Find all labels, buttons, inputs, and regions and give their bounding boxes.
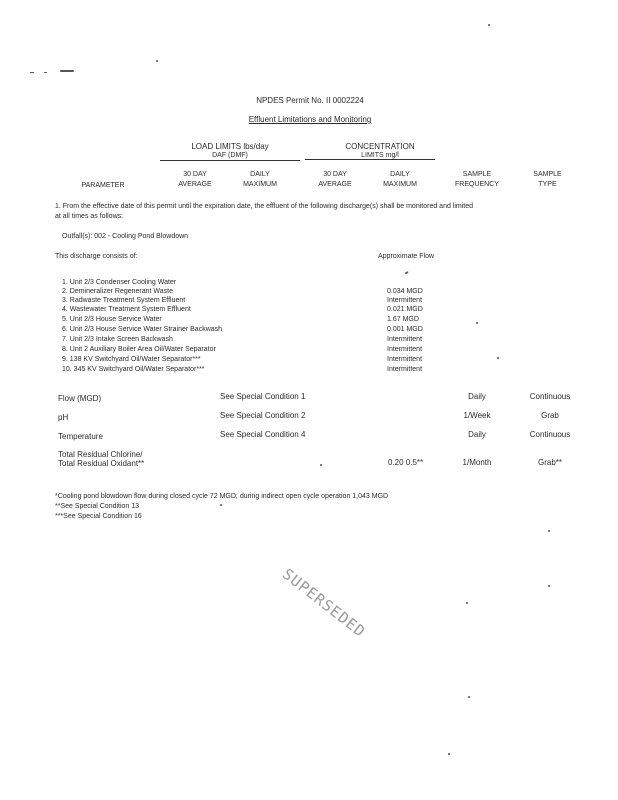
- scan-speck: [156, 60, 158, 62]
- intro-line-1: 1. From the effective date of this permit until the expiration date, the effluent of the following discharge(s) shall be monitored and limited: [55, 203, 474, 210]
- limit-parameter: Temperature: [58, 432, 103, 441]
- scan-speck: [468, 696, 470, 698]
- intro-line-2: at all times as follows:: [55, 213, 124, 220]
- discharge-item: 3. Radwaste Treatment System Effluent: [62, 297, 186, 304]
- concentration-label: CONCENTRATION: [345, 142, 415, 151]
- footnote: *Cooling pond blowdown flow during closed cycle 72 MGD; during indirect open cycle operation 1,043 MGD: [55, 493, 389, 500]
- discharge-item: 10. 345 KV Switchyard Oil/Water Separator***: [62, 366, 205, 373]
- col-conc-avg-2: AVERAGE: [318, 181, 352, 188]
- discharge-item: 9. 138 KV Switchyard Oil/Water Separator***: [62, 356, 201, 363]
- discharge-item-flow: Intermittent: [387, 366, 423, 373]
- discharge-item: 7. Unit 2/3 Intake Screen Backwash: [62, 336, 173, 343]
- limit-frequency: 1/Month: [462, 458, 492, 467]
- col-conc-avg-1: 30 DAY: [323, 171, 347, 178]
- scan-speck: [548, 585, 550, 587]
- section-title: Effluent Limitations and Monitoring: [248, 115, 372, 124]
- col-conc-max-2: MAXIMUM: [383, 181, 417, 188]
- discharge-item-flow: Intermittent: [387, 346, 423, 353]
- discharge-item: 8. Unit 2 Auxiliary Boiler Area Oil/Water Separator: [62, 346, 216, 353]
- limit-condition: See Special Condition 2: [220, 411, 306, 420]
- limit-type: Grab: [541, 411, 559, 420]
- scan-speck: [488, 24, 490, 26]
- concentration-sub: LIMITS mg/l: [361, 152, 399, 159]
- col-parameter: PARAMETER: [81, 182, 125, 189]
- limit-type: Continuous: [529, 392, 571, 401]
- discharge-item: 2. Demineralizer Regenerant Waste: [62, 288, 174, 295]
- scan-speck: [44, 72, 47, 73]
- scan-speck: [30, 72, 34, 73]
- col-frequency-1: SAMPLE: [462, 171, 492, 178]
- limit-type: Continuous: [529, 430, 571, 439]
- limit-condition: See Special Condition 4: [220, 430, 306, 439]
- superseded-stamp: SUPERSEDED: [278, 565, 370, 641]
- col-load-avg-2: AVERAGE: [178, 181, 212, 188]
- col-load-max-1: DAILY: [250, 171, 270, 178]
- col-load-max-2: MAXIMUM: [243, 181, 277, 188]
- scan-speck: [320, 464, 322, 466]
- limit-parameter: Total Residual Oxidant**: [58, 459, 145, 468]
- outfall-line: Outfall(s): 002 - Cooling Pond Blowdown: [62, 233, 189, 240]
- limit-frequency: Daily: [468, 430, 486, 439]
- limit-parameter: pH: [58, 413, 69, 422]
- scan-speck: [476, 322, 478, 324]
- limit-type: Grab**: [537, 458, 562, 467]
- limit-parameter: Flow (MGD): [58, 394, 102, 403]
- discharge-item-flow: Intermittent: [387, 356, 423, 363]
- discharge-item-flow: 0.034 MGD: [387, 288, 423, 295]
- scan-speck: [60, 70, 74, 72]
- scan-speck: [466, 602, 468, 604]
- discharge-item: 6. Unit 2/3 House Service Water Strainer Backwash: [62, 326, 223, 333]
- limit-condition: See Special Condition 1: [220, 392, 306, 401]
- limit-frequency: 1/Week: [463, 411, 491, 420]
- col-type-1: SAMPLE: [533, 171, 562, 178]
- discharge-item-flow: 0.001 MGD: [387, 326, 423, 333]
- col-frequency-2: FREQUENCY: [455, 181, 499, 188]
- scan-speck: [548, 530, 550, 532]
- flow-heading: Approximate Flow: [378, 253, 435, 260]
- scan-speck: [220, 504, 222, 506]
- load-limits-rule: [160, 160, 300, 161]
- permit-title: NPDES Permit No. II 0002224: [256, 96, 364, 105]
- col-type-2: TYPE: [538, 181, 557, 188]
- scan-speck: [448, 753, 450, 755]
- discharge-item: 5. Unit 2/3 House Service Water: [62, 316, 162, 323]
- limit-frequency: Daily: [468, 392, 486, 401]
- limit-conc-max: 0.20 0.5**: [388, 458, 424, 467]
- discharge-item: 1. Unit 2/3 Condenser Cooling Water: [62, 279, 177, 286]
- discharge-heading: This discharge consists of:: [55, 253, 138, 260]
- discharge-item-flow: Intermittent: [387, 336, 423, 343]
- discharge-item: 4. Wastewater Treatment System Effluent: [62, 306, 191, 313]
- scan-speck: [497, 357, 499, 359]
- load-limits-sub: DAF (DMF): [212, 152, 248, 159]
- load-limits-label: LOAD LIMITS lbs/day: [191, 142, 269, 151]
- flow-mark: *: [406, 271, 409, 278]
- footnote: ***See Special Condition 16: [55, 513, 142, 520]
- discharge-item-flow: 1.67 MGD: [387, 316, 419, 323]
- discharge-item-flow: 0.021 MGD: [387, 306, 423, 313]
- footnote: **See Special Condition 13: [55, 503, 140, 510]
- col-load-avg-1: 30 DAY: [183, 171, 207, 178]
- col-conc-max-1: DAILY: [390, 171, 410, 178]
- limit-parameter: Total Residual Chlorine/: [58, 450, 143, 459]
- discharge-item-flow: Intermittent: [387, 297, 423, 304]
